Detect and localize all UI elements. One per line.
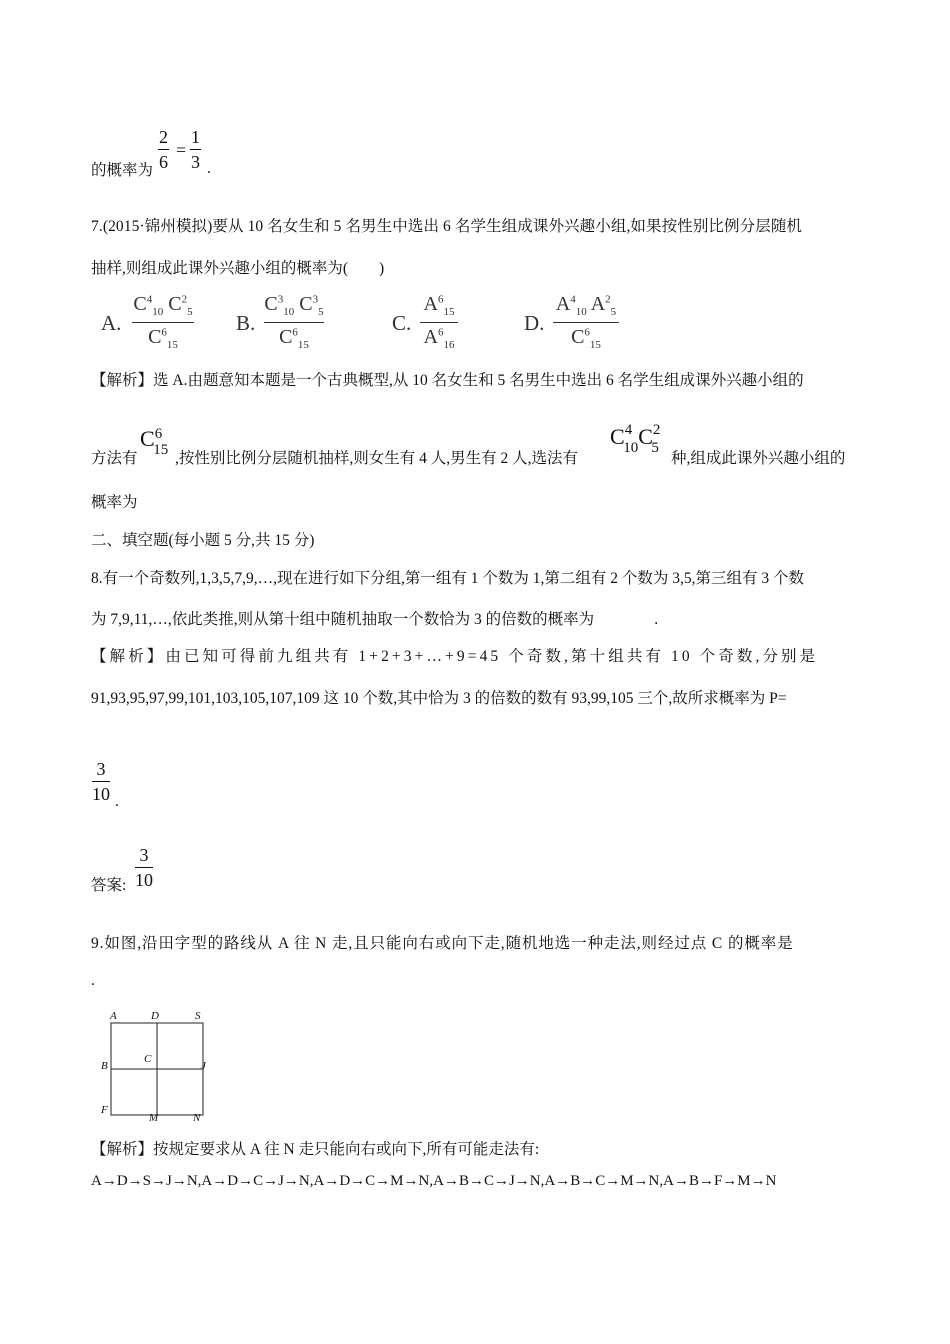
denominator: 3 bbox=[191, 152, 200, 172]
q8-line2 bbox=[91, 607, 658, 629]
point-m-label: M bbox=[149, 1112, 159, 1124]
q7-analysis-line1: 【解析】选 A.由题意知本题是一个古典概型,从 10 名女生和 5 名男生中选出 6 名学生组成课外兴趣小组的 bbox=[91, 372, 804, 389]
q8-line2-end: . bbox=[654, 611, 659, 628]
option-a-label: A. bbox=[101, 311, 122, 335]
point-f-label: F bbox=[101, 1104, 108, 1116]
q8-line1: 8.有一个奇数列,1,3,5,7,9,…,现在进行如下分组,第一组有 1 个数为 1,第二组有 2 个数为 3,5,第三组有 3 个数 bbox=[91, 570, 805, 587]
q7-analysis-line2-b: ,按性别比例分层随机抽样,则女生有 4 人,男生有 2 人,选法有 bbox=[175, 450, 579, 467]
q8-line2-text: 为 7,9,11,…,依此类推,则从第十组中随机抽取一个数恰为 3 的倍数的概率为 bbox=[91, 611, 595, 628]
numerator: 1 bbox=[191, 127, 200, 147]
option-b-fraction: $C^3_{10}$ $C^3_5$ $C^6_{15}$ bbox=[264, 293, 324, 351]
point-j-label: J bbox=[201, 1060, 206, 1072]
point-c-label: C bbox=[144, 1053, 152, 1065]
q9-analysis-line2: A→D→S→J→N,A→D→C→J→N,A→D→C→M→N,A→B→C→J→N,A→B→C→M→N,A→B→F→M→N bbox=[91, 1173, 777, 1189]
equals-sign: = bbox=[176, 140, 187, 160]
q7-line1: 7.(2015·锦州模拟)要从 10 名女生和 5 名男生中选出 6 名学生组成课外兴趣小组,如果按性别比例分层随机 bbox=[91, 218, 803, 235]
point-s-label: S bbox=[195, 1010, 201, 1022]
combination-c15-6: $C^6_{15}$ bbox=[140, 426, 169, 458]
denominator: 10 bbox=[92, 784, 110, 804]
grid-figure bbox=[96, 1008, 216, 1126]
q9-line2: . bbox=[91, 972, 95, 989]
q7-analysis-line2-c: 种,组成此课外兴趣小组的 bbox=[671, 450, 846, 467]
q9-line1: 9.如图,沿田字型的路线从 A 往 N 走,且只能向右或向下走,随机地选一种走法,则经过点 C 的概率是 bbox=[91, 935, 794, 952]
period: . bbox=[207, 160, 211, 177]
option-b-label: B. bbox=[236, 311, 256, 335]
q7-line2: 抽样,则组成此课外兴趣小组的概率为( ) bbox=[91, 260, 385, 277]
q7-analysis-line3: 概率为 bbox=[91, 494, 138, 511]
numerator: 2 bbox=[159, 127, 168, 147]
denominator: 6 bbox=[159, 152, 168, 172]
numerator: 3 bbox=[96, 759, 106, 779]
answer-fraction bbox=[135, 846, 153, 889]
numerator: 3 bbox=[139, 845, 149, 865]
fraction-1-3 bbox=[190, 128, 201, 171]
fraction-3-10 bbox=[92, 760, 110, 803]
option-c-label: C. bbox=[392, 311, 412, 335]
denominator: 10 bbox=[135, 870, 153, 890]
option-a-fraction: $C^4_{10}$ $C^2_5$ $C^6_{15}$ bbox=[133, 293, 193, 351]
grid-svg bbox=[96, 1008, 216, 1126]
point-n-label: N bbox=[193, 1112, 201, 1124]
period: . bbox=[115, 793, 119, 810]
point-b-label: B bbox=[101, 1060, 108, 1072]
fraction-2-6 bbox=[158, 128, 169, 171]
option-d-fraction: $A^4_{10}$ $A^2_5$ $C^6_{15}$ bbox=[553, 294, 619, 351]
q9-analysis-line1: 【解析】按规定要求从 A 往 N 走只能向右或向下,所有可能走法有: bbox=[91, 1141, 540, 1158]
section-heading: 二、填空题(每小题 5 分,共 15 分) bbox=[91, 532, 315, 549]
prob-prefix: 的概率为 bbox=[91, 162, 154, 179]
q7-analysis-line2-a: 方法有 bbox=[91, 450, 138, 467]
point-d-label: D bbox=[151, 1010, 159, 1022]
combination-c10-4-c5-2: $C^4_{10}C^2_5$ bbox=[610, 422, 661, 456]
point-a-label: A bbox=[110, 1010, 117, 1022]
answer-label: 答案: bbox=[91, 877, 127, 894]
option-c-fraction: $A^6_{15}$ $A^6_{16}$ bbox=[420, 294, 458, 351]
q8-analysis-line2: 91,93,95,97,99,101,103,105,107,109 这 10 个数,其中恰为 3 的倍数的数有 93,99,105 三个,故所求概率为 P= bbox=[91, 690, 787, 707]
q8-analysis-line1: 【解析】由已知可得前九组共有 1+2+3+…+9=45 个奇数,第十组共有 10 个奇数,分别是 bbox=[91, 648, 819, 665]
option-d-label: D. bbox=[524, 311, 545, 335]
